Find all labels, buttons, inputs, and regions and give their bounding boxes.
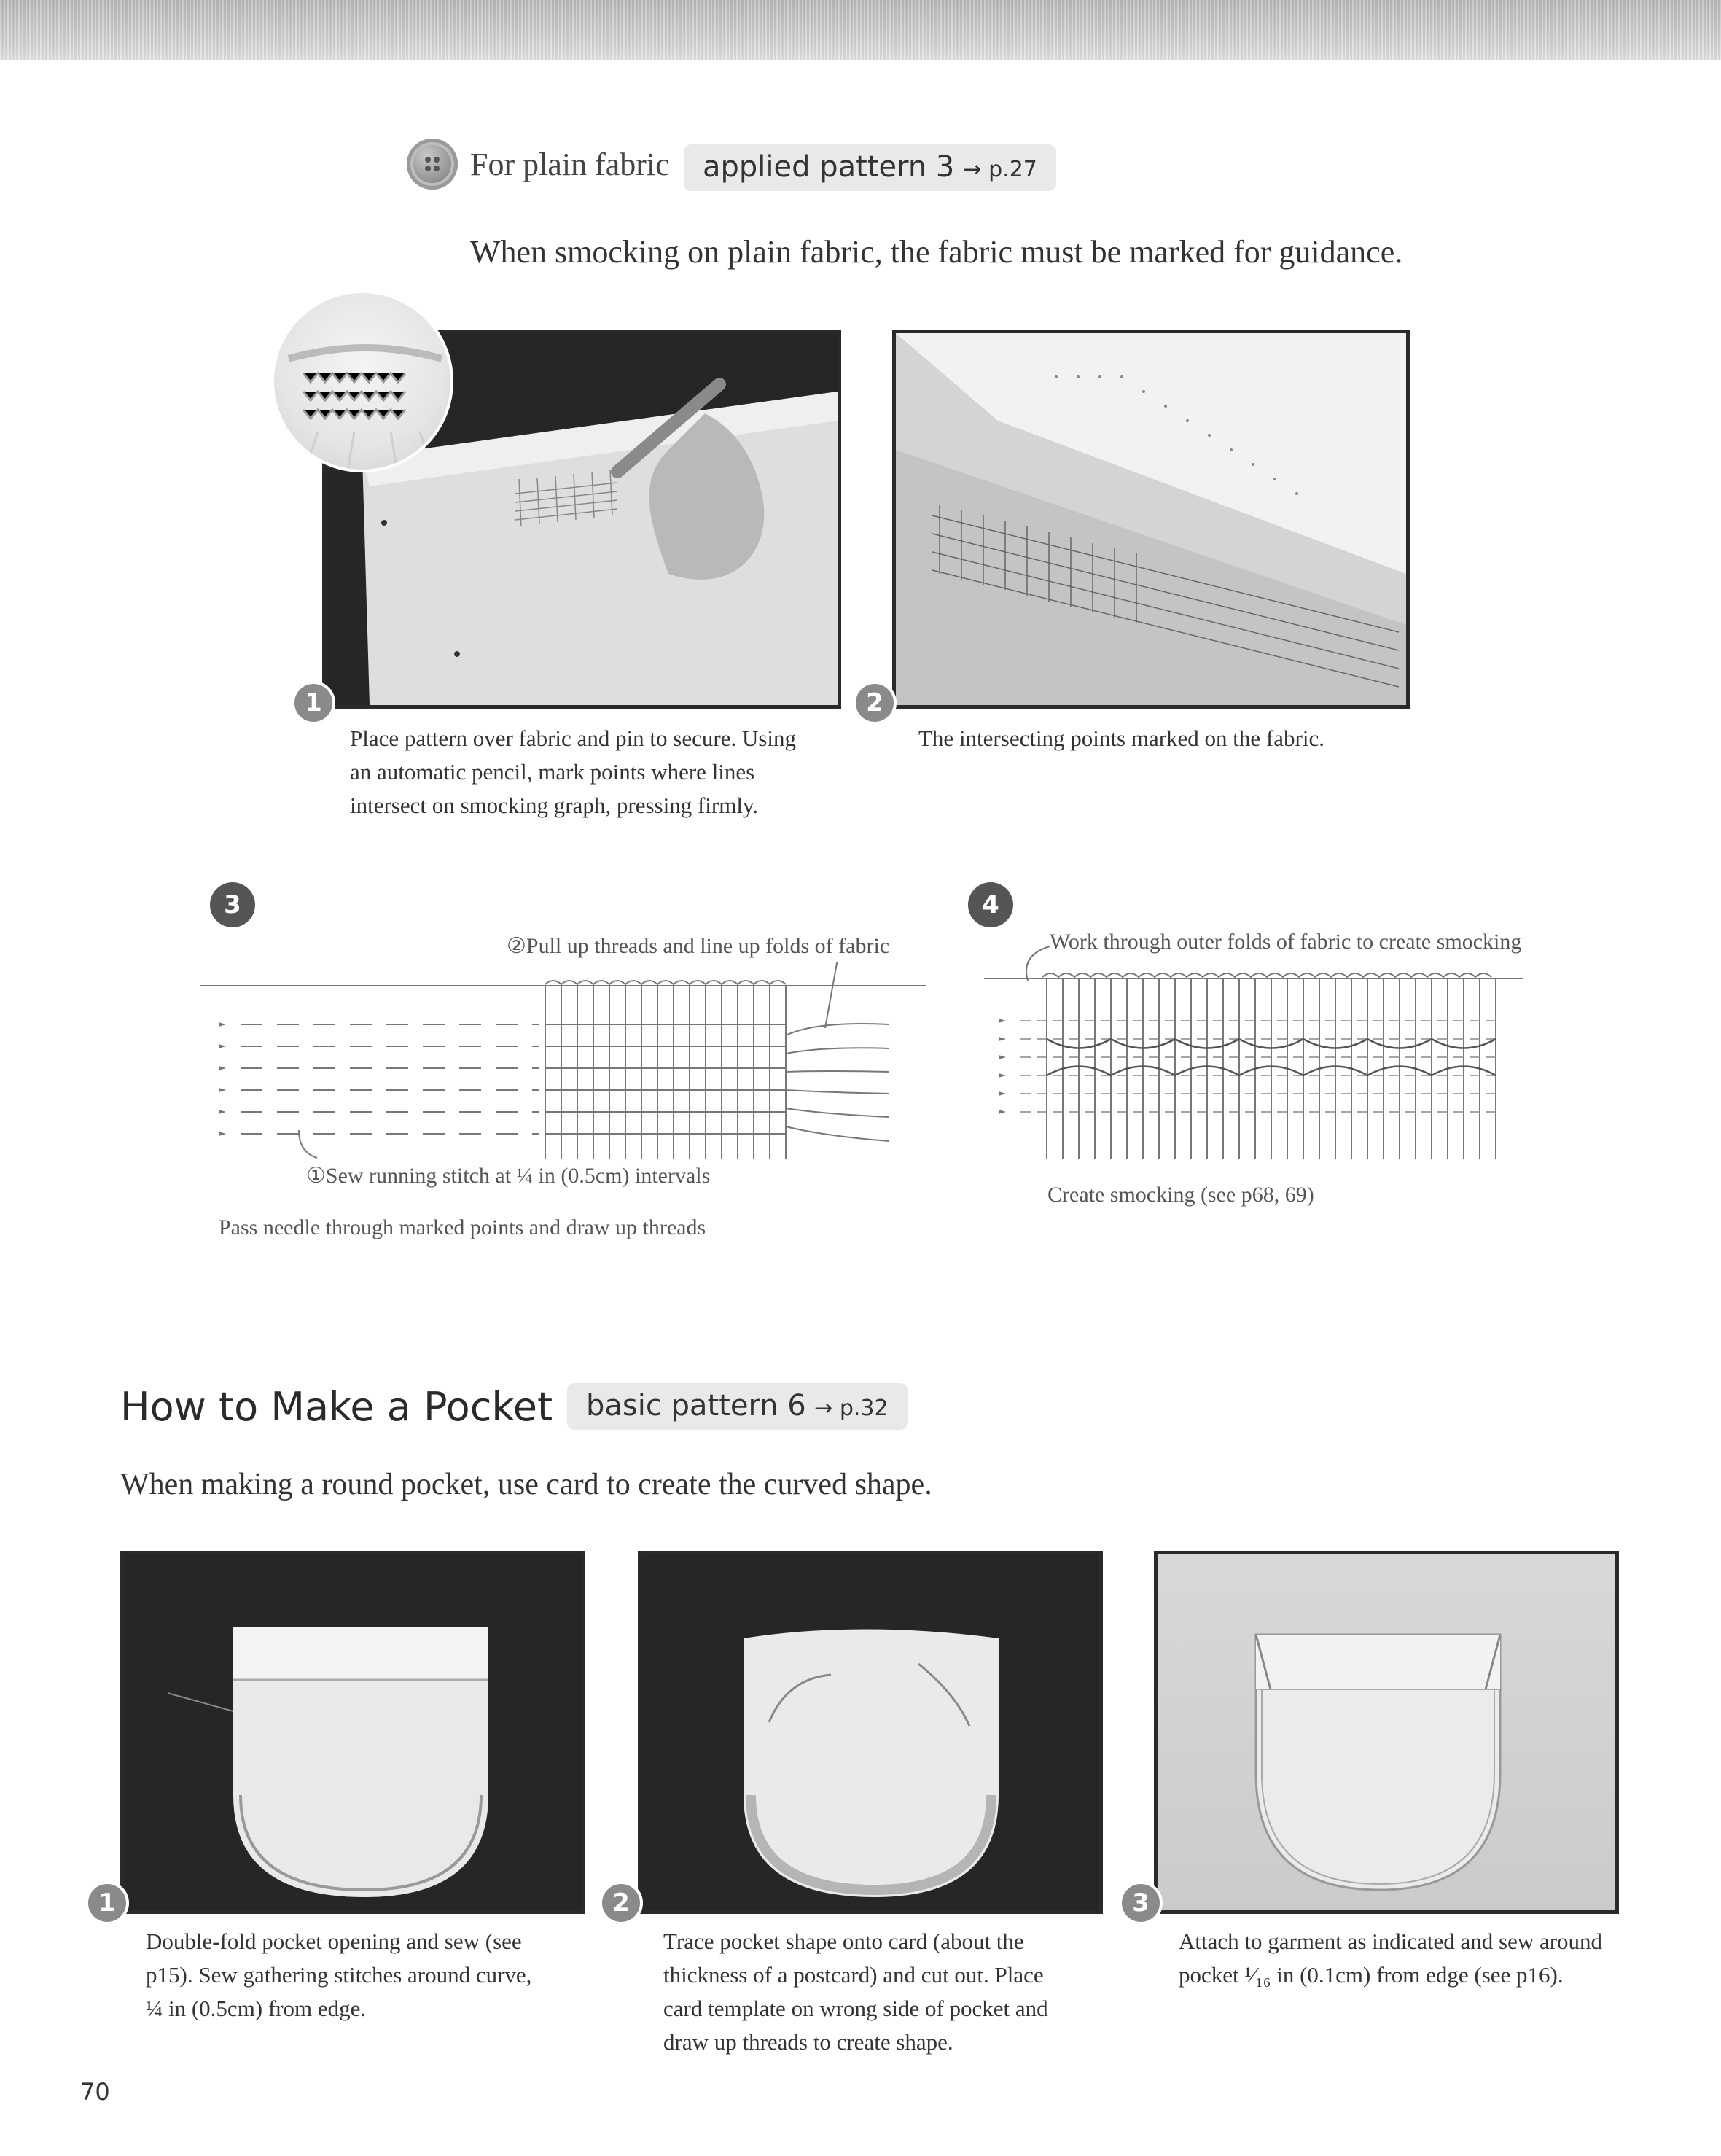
pattern-reference-label: applied pattern 3 bbox=[703, 150, 955, 184]
section-title-pocket: How to Make a Pocket bbox=[120, 1384, 553, 1430]
smocked-dress-inset bbox=[271, 290, 453, 472]
button-icon bbox=[407, 139, 458, 190]
plain-fabric-intro: When smocking on plain fabric, the fabric must be marked for guidance. bbox=[470, 234, 1403, 270]
step3-badge: 3 bbox=[210, 882, 255, 927]
pocket-step3-caption: Attach to garment as indicated and sew around pocket ¹⁄₁₆ in (0.1cm) from edge (see p16). bbox=[1179, 1929, 1603, 1988]
page-number: 70 bbox=[80, 2078, 110, 2106]
section-title-plain-fabric: For plain fabric bbox=[470, 147, 670, 182]
step3-label-pull-threads: ②Pull up threads and line up folds of fabric bbox=[507, 934, 890, 958]
step3-diagram bbox=[197, 962, 933, 1174]
step4-diagram bbox=[977, 941, 1531, 1174]
top-texture-band bbox=[0, 0, 1721, 60]
step3-caption: Pass needle through marked points and draw up threads bbox=[219, 1215, 706, 1239]
pocket-step2-caption: Trace pocket shape onto card (about the thickness of a postcard) and cut out. Place card template on wrong side of pocket and draw up threads to create shape. bbox=[663, 1929, 1048, 2055]
step2-badge: 2 bbox=[853, 681, 897, 725]
step2-photo bbox=[892, 330, 1410, 709]
step1-badge: 1 bbox=[292, 681, 335, 725]
pocket-pattern-reference-page: → p.32 bbox=[814, 1396, 889, 1421]
pocket-step3-photo bbox=[1154, 1551, 1619, 1914]
pattern-reference-page: → p.27 bbox=[963, 157, 1037, 182]
step1-caption: Place pattern over fabric and pin to secure. Using an automatic pencil, mark points where lines intersect on smocking graph, pressing firmly. bbox=[350, 725, 797, 818]
step4-badge: 4 bbox=[968, 882, 1013, 927]
step3-label-running-stitch: ①Sew running stitch at ¼ in (0.5cm) intervals bbox=[306, 1164, 711, 1188]
pocket-pattern-reference-label: basic pattern 6 bbox=[586, 1389, 806, 1423]
step2-caption: The intersecting points marked on the fabric. bbox=[918, 725, 1324, 751]
pocket-pattern-reference-badge bbox=[567, 1383, 908, 1430]
pocket-step2-badge: 2 bbox=[599, 1881, 643, 1925]
pocket-step1-photo bbox=[120, 1551, 585, 1914]
pocket-intro: When making a round pocket, use card to create the curved shape. bbox=[120, 1468, 932, 1501]
pocket-step1-caption: Double-fold pocket opening and sew (see p15). Sew gathering stitches around curve, ¼ in (0.5cm) from edge. bbox=[146, 1929, 532, 2021]
pattern-reference-badge bbox=[684, 144, 1056, 191]
step4-caption: Create smocking (see p68, 69) bbox=[1047, 1183, 1314, 1207]
step4-label-work-through: Work through outer folds of fabric to create smocking bbox=[1050, 930, 1522, 954]
pocket-step3-badge: 3 bbox=[1119, 1881, 1163, 1925]
pocket-step1-badge: 1 bbox=[85, 1881, 129, 1925]
pocket-step2-photo bbox=[638, 1551, 1103, 1914]
